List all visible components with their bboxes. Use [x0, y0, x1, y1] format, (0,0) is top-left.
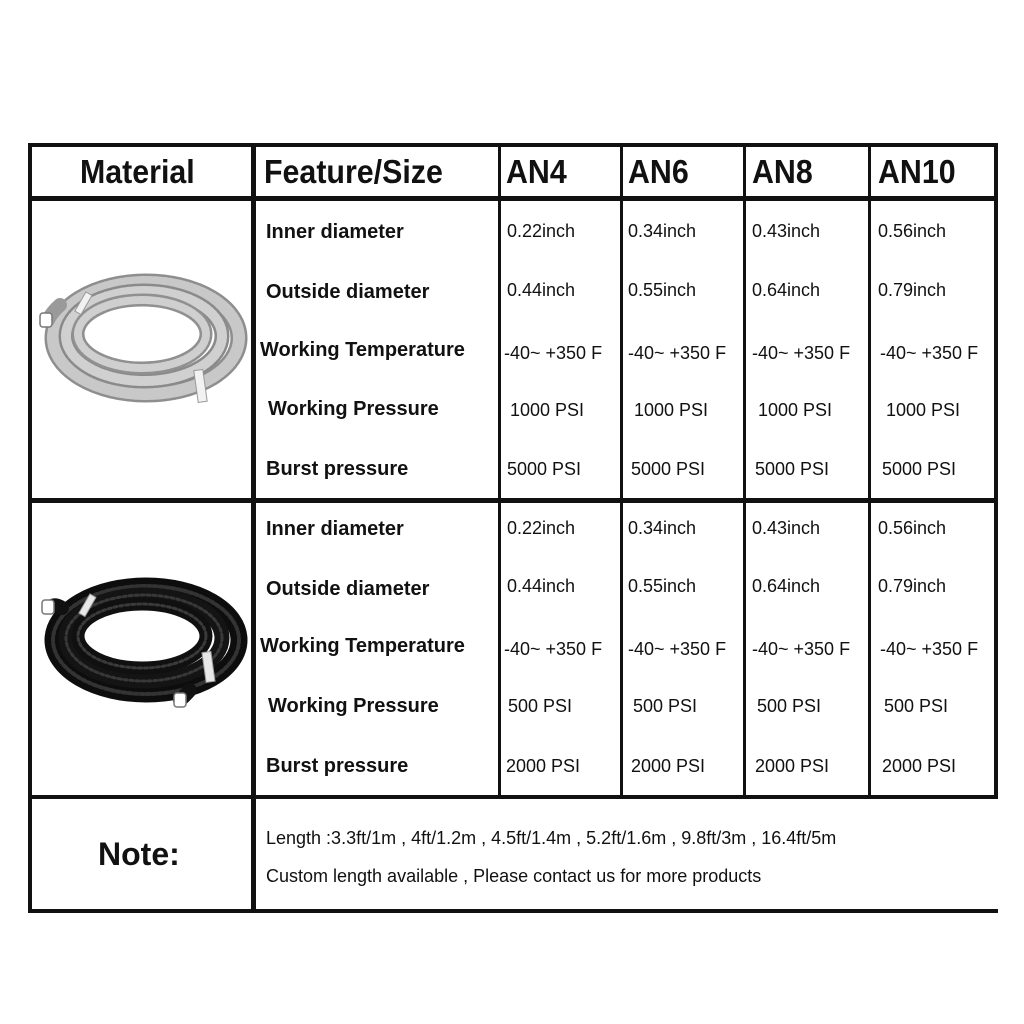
feature-label: Inner diameter	[266, 518, 404, 540]
value-cell: 0.56inch	[878, 221, 947, 241]
grid-line	[28, 143, 998, 147]
value-cell: 0.56inch	[878, 518, 947, 538]
grid-line	[994, 143, 998, 797]
grid-line	[28, 498, 998, 503]
value-cell: 500 PSI	[508, 696, 573, 716]
value-cell: -40~ +350 F	[752, 639, 851, 659]
value-cell: 2000 PSI	[631, 756, 706, 776]
value-cell: 5000 PSI	[507, 459, 582, 479]
value-cell: -40~ +350 F	[504, 343, 603, 363]
grid-line	[28, 795, 998, 799]
value-cell: 0.43inch	[752, 221, 821, 241]
value-cell: -40~ +350 F	[880, 343, 979, 363]
value-cell: 0.43inch	[752, 518, 821, 538]
value-cell: 1000 PSI	[886, 400, 961, 420]
grid-line	[28, 143, 32, 913]
value-cell: 0.44inch	[507, 576, 576, 596]
value-cell: 1000 PSI	[758, 400, 833, 420]
feature-label: Inner diameter	[266, 221, 404, 243]
value-cell: 0.64inch	[752, 280, 821, 300]
grid-line	[28, 196, 998, 201]
black-hose-image	[42, 586, 239, 707]
feature-label: Working Pressure	[268, 695, 439, 717]
value-cell: -40~ +350 F	[752, 343, 851, 363]
grid-line	[868, 143, 871, 797]
value-cell: 500 PSI	[633, 696, 698, 716]
value-cell: 1000 PSI	[510, 400, 585, 420]
note-length-line: Length :3.3ft/1m , 4ft/1.2m , 4.5ft/1.4m , 5.2ft/1.6m , 9.8ft/3m , 16.4ft/5m	[266, 828, 837, 848]
header-size-an10: AN10	[878, 153, 956, 190]
feature-label: Working Temperature	[260, 339, 465, 361]
grid-line	[251, 143, 256, 913]
grid-line	[620, 143, 623, 797]
note-label: Note:	[98, 836, 180, 872]
feature-label: Burst pressure	[266, 458, 409, 480]
grid-line	[743, 143, 746, 797]
value-cell: 2000 PSI	[506, 756, 581, 776]
feature-label: Working Temperature	[260, 635, 465, 657]
feature-label: Outside diameter	[266, 578, 430, 600]
value-cell: 0.64inch	[752, 576, 821, 596]
header-size-an8: AN8	[752, 153, 813, 190]
value-cell: 0.34inch	[628, 518, 697, 538]
header-size-an6: AN6	[628, 153, 689, 190]
grid-line	[28, 909, 998, 913]
value-cell: 0.55inch	[628, 576, 697, 596]
value-cell: 0.44inch	[507, 280, 576, 300]
value-cell: 1000 PSI	[634, 400, 709, 420]
value-cell: 0.22inch	[507, 518, 576, 538]
value-cell: 500 PSI	[884, 696, 949, 716]
value-cell: 5000 PSI	[755, 459, 830, 479]
value-cell: 0.22inch	[507, 221, 576, 241]
feature-label: Burst pressure	[266, 755, 409, 777]
header-material: Material	[80, 153, 195, 190]
value-cell: 2000 PSI	[882, 756, 957, 776]
value-cell: 5000 PSI	[882, 459, 957, 479]
value-cell: 5000 PSI	[631, 459, 706, 479]
value-cell: 0.79inch	[878, 576, 947, 596]
feature-label: Working Pressure	[268, 398, 439, 420]
note-contact-line: Custom length available , Please contact us for more products	[266, 866, 762, 886]
value-cell: 0.34inch	[628, 221, 697, 241]
value-cell: -40~ +350 F	[628, 639, 727, 659]
value-cell: 500 PSI	[757, 696, 822, 716]
value-cell: -40~ +350 F	[628, 343, 727, 363]
value-cell: 2000 PSI	[755, 756, 830, 776]
value-cell: 0.79inch	[878, 280, 947, 300]
value-cell: 0.55inch	[628, 280, 697, 300]
feature-label: Outside diameter	[266, 281, 430, 303]
grid-line	[498, 143, 501, 797]
header-feature-size: Feature/Size	[264, 153, 443, 190]
value-cell: -40~ +350 F	[880, 639, 979, 659]
header-size-an4: AN4	[506, 153, 567, 190]
value-cell: -40~ +350 F	[504, 639, 603, 659]
stainless-hose-image	[40, 282, 239, 402]
